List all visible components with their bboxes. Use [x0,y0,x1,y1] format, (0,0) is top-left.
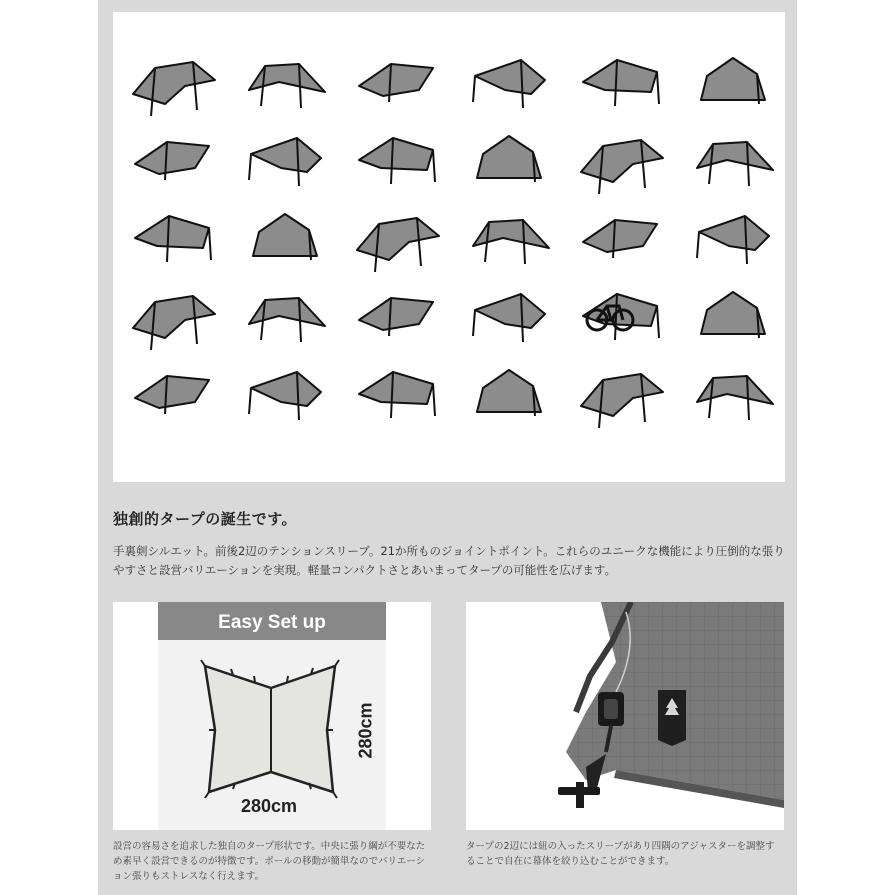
pitch-variation-25 [135,376,209,414]
pitch-variation-16 [473,220,549,264]
pitch-variation-15 [357,218,439,272]
pitch-variation-22 [473,294,545,342]
pitch-variation-5 [583,60,659,106]
pitch-variation-11 [581,140,663,194]
pitch-variation-6 [701,58,765,104]
pitch-variation-7 [135,142,209,180]
tarp-corner-photo [466,602,784,830]
pitch-variation-14 [253,214,317,260]
pitch-variation-27 [359,372,435,418]
left-margin [0,0,98,895]
pitch-variation-13 [135,216,211,262]
pitch-variation-30 [697,376,773,420]
pitch-variation-9 [359,138,435,184]
height-dimension-label: 280cm [355,702,376,759]
pitch-variation-18 [697,216,769,264]
headline: 独創的タープの誕生です。 [113,510,298,528]
pitch-variation-4 [473,60,545,108]
pitch-variation-21 [359,298,433,336]
pitch-variation-1 [133,62,215,116]
width-dimension-label: 280cm [240,796,298,816]
pitch-variation-24 [701,292,765,338]
pitch-variation-26 [249,372,321,420]
pitch-variation-28 [477,370,541,416]
pitch-variation-17 [583,220,657,258]
tarp-pitch-illustrations [113,12,785,482]
pitch-variation-3 [359,64,433,102]
tarp-corner-photo-card [466,602,784,830]
pitch-variations-grid [113,12,785,482]
pitch-variation-20 [249,298,325,342]
description: 手裏剣シルエット。前後2辺のテンションスリーブ。21か所ものジョイントポイント。これらのユニークな機能により圧倒的な張りやすさと設営バリエーションを実現。軽量コンパクトさとあいまってタープの可能性を広げます。 [113,544,785,577]
pitch-variation-19 [133,296,215,350]
pitch-variation-2 [249,64,325,108]
right-margin [797,0,895,895]
pitch-variation-8 [249,138,321,186]
pitch-variation-12 [697,142,773,186]
sleeve-caption: タープの2辺には紐の入ったスリーブがあり四隅のアジャスターを調整することで自在に幕体を絞り込むことができます。 [466,841,775,867]
pitch-variation-29 [581,374,663,428]
brand-logo-icon [654,688,690,746]
easy-setup-banner: Easy Set up [158,602,386,640]
brand-tag [654,688,690,746]
pitch-variation-10 [477,136,541,182]
easy-setup-caption: 設営の容易さを追求した独自のタープ形状です。中央に張り綱が不要なため素早く設営できるのが特徴です。ポールの移動が簡単なのでバリエーション張りもストレスなく行えます。 [113,841,426,882]
